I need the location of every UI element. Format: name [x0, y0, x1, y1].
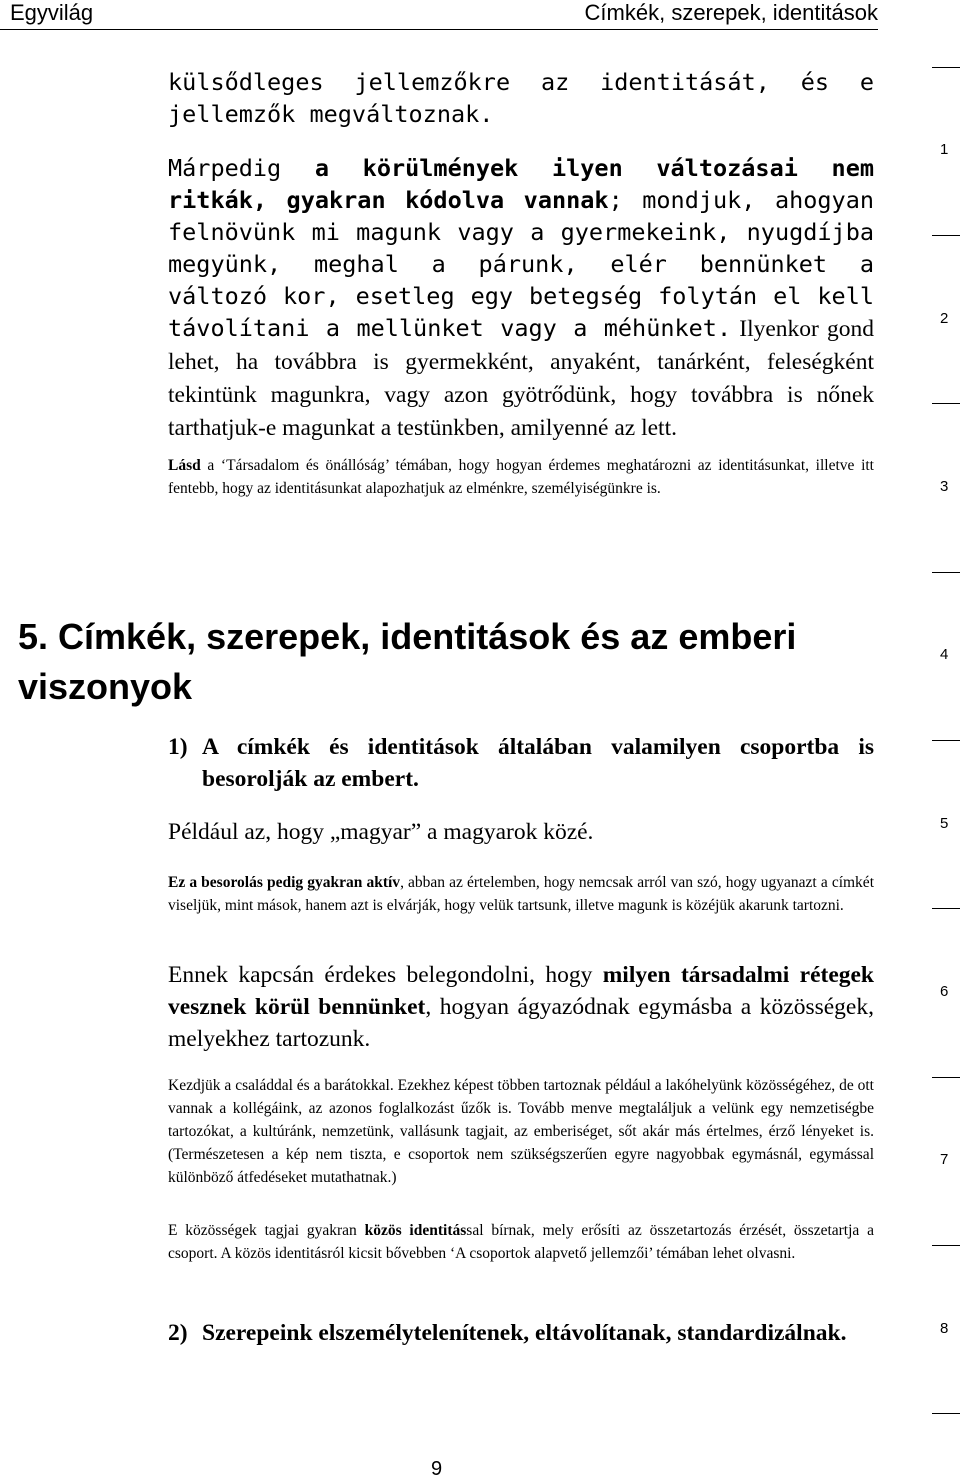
margin-divider: [932, 908, 960, 909]
header-rule: [0, 29, 878, 30]
note-emphasis: Lásd: [168, 457, 201, 474]
paragraph-text: külsődleges jellemzőkre az identitását, és e jellemzők megváltoznak.: [168, 68, 874, 128]
margin-number: 2: [940, 310, 949, 327]
example-text: Például az, hogy „magyar” a magyarok közé.: [168, 819, 594, 845]
list-item-number: 2): [168, 1320, 188, 1346]
margin-number: 3: [940, 478, 949, 495]
note-text: a ‘Társadalom és önállóság’ témában, hogy hogyan érdemes meghatározni az identitásunkat, illetve itt fentebb, hogy az identitásunkat alapozhatjuk az elménkre, személyiségünkre is.: [168, 457, 874, 497]
margin-number: 5: [940, 815, 949, 832]
margin-divider: [932, 403, 960, 404]
margin-number: 7: [940, 1151, 949, 1168]
margin-number: 8: [940, 1320, 949, 1337]
paragraph-text: Ilyenkor gond lehet, ha továbbra is gyermekként, anyaként, tanárként, feleségként tekintünk magunkra, vagy azon gyötrődünk, hogy továbbra is nőnek tarthatjuk-e magunkat a testünkben, amilyenné az lett.: [168, 316, 874, 441]
note-communities: [168, 1074, 874, 1189]
header-left-title: Egyvilág: [10, 0, 94, 25]
page-number: 9: [431, 1458, 443, 1480]
paragraph-text: Ennek kapcsán érdekes belegondolni, hogy: [168, 962, 603, 988]
list-item-number: 1): [168, 734, 188, 760]
paragraph-continuation: [168, 66, 874, 130]
paragraph-text: , hogyan ágyazódnak egymásba a közösségek, melyekhez tartozunk.: [168, 994, 874, 1052]
note-text: , abban az értelemben, hogy nemcsak arról van szó, hogy ugyanazt a címkét viseljük, mint mások, hanem azt is elvárják, hogy velük tartsunk, illetve magunk is közéjük akarunk tartozni.: [168, 874, 874, 914]
note-shared-identity: [168, 1219, 874, 1265]
note-see-also: [168, 454, 874, 500]
section-title: 5. Címkék, szerepek, identitások és az emberi viszonyok: [18, 616, 797, 707]
margin-number: 4: [940, 646, 949, 663]
paragraph-text: ; mondjuk, ahogyan felnövünk mi magunk vagy a gyermekeink, nyugdíjba megyünk, meghal a párunk, elér bennünket a változó kor, esetleg egy betegség folytán el kell távolítani a mellünket vagy a méhünket.: [168, 186, 874, 342]
paragraph-emphasis: a körülmények ilyen változásai nem ritkák, gyakran kódolva vannak: [168, 154, 874, 214]
list-item-2: [168, 1317, 874, 1349]
note-text: Kezdjük a családdal és a barátokkal. Ezekhez képest többen tartoznak például a lakóhelyünk közösségéhez, de ott vannak a kollégáink, az azonos foglalkozást űzők is. Tovább menve megtaláljuk a velünk egy nemzetiségbe tartozókat, a kultúránk, nemzetünk, vallásunk tagjait, az emberiséget, sőt akár más értelmes, érző lényeket is. (Természetesen a kép nem tiszta, e csoportok nem szükségszerűen egyre nagyobbak egymásnál, egymással különböző átfedéseket mutathatnak.): [168, 1077, 874, 1186]
note-active-classification: [168, 871, 874, 917]
note-text: E közösségek tagjai gyakran: [168, 1222, 365, 1239]
note-emphasis: Ez a besorolás pedig gyakran aktív: [168, 874, 401, 891]
list-item-1: [168, 731, 874, 795]
margin-divider: [932, 740, 960, 741]
list-item-text: A címkék és identitások általában valamilyen csoportba is besorolják az embert.: [202, 734, 874, 792]
note-text: sal bírnak, mely erősíti az összetartozás érzését, összetartja a csoport. A közös identitásról kicsit bővebben ‘A csoportok alapvető jellemzői’ témában lehet olvasni.: [168, 1222, 875, 1262]
margin-divider: [932, 1077, 960, 1078]
paragraph-text: Márpedig: [168, 154, 315, 182]
margin-divider: [932, 235, 960, 236]
paragraph-circumstances: [168, 152, 874, 444]
list-item-text: Szerepeink elszemélytelenítenek, eltávolítanak, standardizálnak.: [202, 1320, 847, 1346]
paragraph-emphasis: milyen társadalmi rétegek vesznek körül bennünket: [168, 962, 875, 1020]
note-emphasis: közös identitás: [364, 1222, 467, 1239]
margin-divider: [932, 67, 960, 68]
margin-number: 6: [940, 983, 949, 1000]
margin-divider: [932, 1245, 960, 1246]
header-right-title: Címkék, szerepek, identitások: [584, 0, 878, 25]
paragraph-social-layers: [168, 959, 874, 1055]
margin-divider: [932, 572, 960, 573]
margin-divider: [932, 1413, 960, 1414]
margin-number: 1: [940, 141, 949, 158]
